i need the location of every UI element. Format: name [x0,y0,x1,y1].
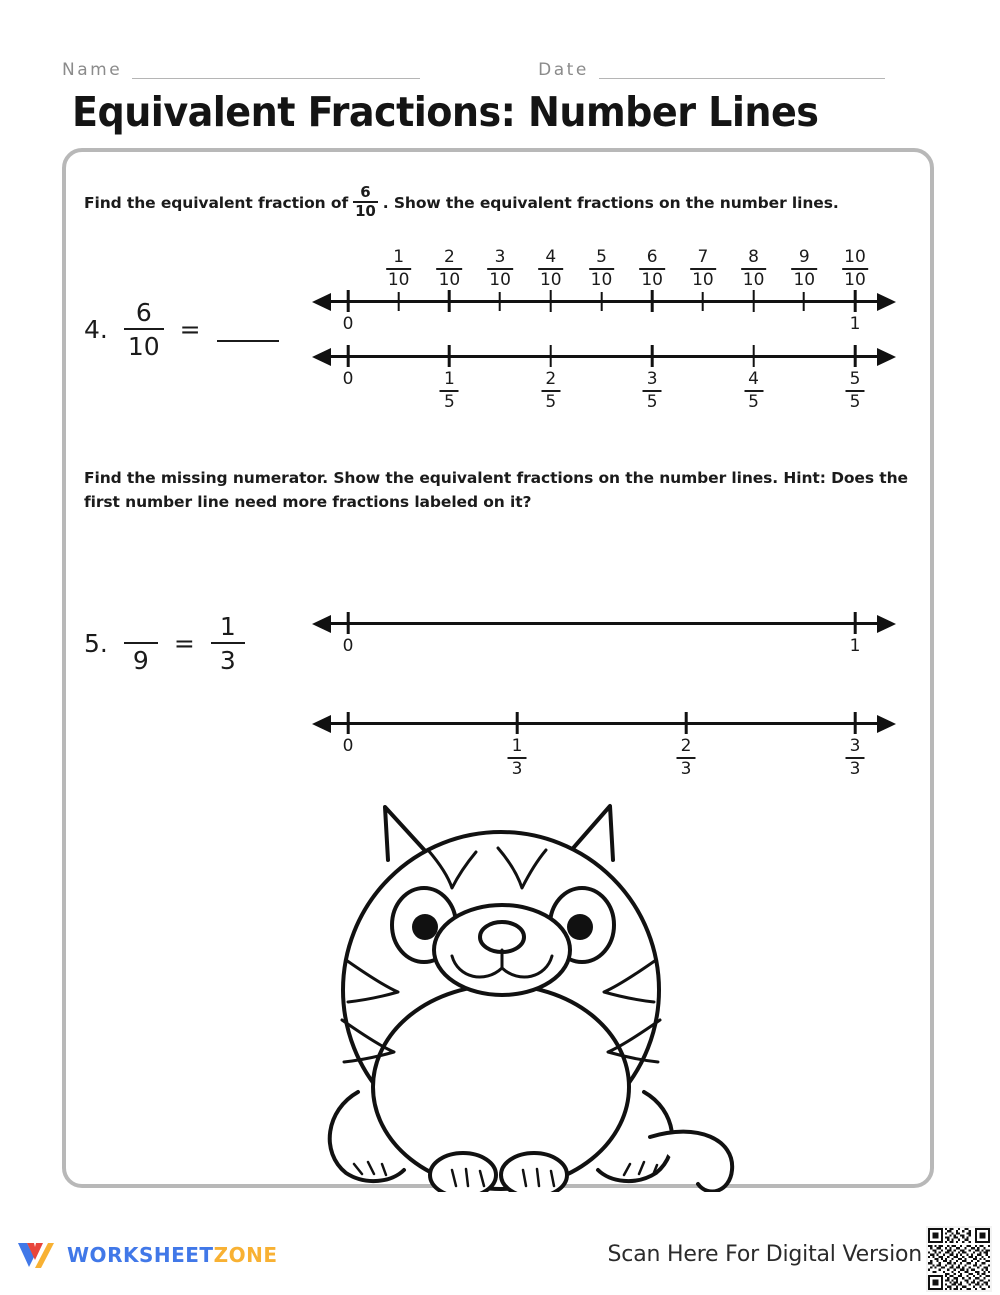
axis-line [330,622,878,625]
arrow-right-icon [877,715,896,733]
date-input-line[interactable] [599,77,885,79]
problem-5-answer-numerator: 1 [219,612,236,641]
denominator: 10 [641,270,664,290]
cat-illustration [280,792,760,1192]
tick-mark [549,345,552,367]
tick-label-above [690,249,716,289]
tick-fraction [538,249,564,289]
tick-label-above [842,249,868,289]
tick-label-above [791,249,817,289]
worksheet-zone-logo[interactable] [14,1238,277,1272]
numerator: 1 [393,247,405,268]
axis-line [330,722,878,725]
tick-label-above [589,249,615,289]
problem-5-fraction[interactable] [124,614,158,676]
tick-mark [347,290,350,312]
date-group [538,62,885,82]
numerator: 10 [844,247,866,268]
cat-icon [280,792,760,1192]
tick-mark [651,345,654,367]
arrow-right-icon [877,293,896,311]
tick-fraction [741,249,767,289]
instruction-1-numerator: 6 [360,183,371,201]
tick-fraction [791,249,817,289]
numerator: 5 [596,247,607,268]
tick-mark [549,290,552,312]
tick-label-below: 0 [342,736,354,756]
logo-mark-icon [14,1238,58,1272]
qr-code-icon [928,1228,990,1290]
problem-4-fraction [124,298,164,362]
tick-label-above [386,249,412,289]
tick-mark [685,712,688,734]
axis-line [330,355,878,358]
problem-5-number: 5. [84,629,108,659]
tick-label-below [541,371,560,411]
tick-fraction [690,249,716,289]
problem-5-equals: = [173,629,195,659]
tick-label-below [677,738,696,778]
numerator: 2 [443,247,455,268]
tick-fraction [487,249,513,289]
tick-label-above [538,249,564,289]
tick-label-below [846,371,865,411]
tick-label-below: 1 [849,314,861,334]
instruction-1-fraction [353,185,378,219]
tick-mark [702,292,704,311]
tick-mark [854,345,857,367]
page-footer [0,1232,1000,1294]
problem-4-numerator: 6 [135,298,152,327]
denominator: 5 [443,391,455,412]
tick-label-below: 0 [342,369,354,389]
denominator: 5 [646,391,658,412]
tick-mark [448,290,451,312]
tick-label-above [437,249,463,289]
tick-mark [854,712,857,734]
tick-label-below [744,371,763,411]
problem-5-answer-fraction [211,612,245,676]
tick-mark [397,292,399,311]
tick-fraction [508,738,527,778]
denominator: 10 [387,270,410,290]
denominator: 3 [680,758,692,779]
tick-fraction [643,371,662,411]
name-date-row [62,52,942,82]
tick-fraction [846,371,865,411]
numerator: 1 [511,736,523,756]
tick-fraction [386,249,412,289]
denominator: 10 [489,270,511,290]
tick-mark [347,712,350,734]
axis [312,247,896,334]
tick-fraction [437,249,463,289]
problem-4 [84,298,279,362]
arrow-left-icon [312,293,331,311]
tick-label-above [639,249,665,289]
denominator: 3 [511,758,523,779]
axis [312,622,896,656]
page-title: Equivalent Fractions: Number Lines [72,88,819,136]
numerator: 9 [798,247,810,268]
logo-text [67,1243,277,1267]
tick-label-below [643,371,662,411]
tick-mark [448,345,451,367]
tick-fraction [744,371,763,411]
tick-mark [803,292,805,311]
numerator: 3 [646,369,658,389]
tick-fraction [846,738,865,778]
denominator: 5 [545,391,557,412]
tick-label-above [487,249,513,289]
tick-mark [600,292,602,311]
tick-mark [499,292,501,311]
problem-5-denominator: 9 [132,646,149,676]
tick-label-below [508,738,527,778]
tick-fraction [541,371,560,411]
denominator: 5 [849,391,861,412]
instruction-1 [84,183,914,220]
tick-label-below: 1 [849,636,861,656]
date-label: Date [538,60,589,80]
arrow-left-icon [312,348,331,366]
problem-5-numerator-blank[interactable] [126,614,156,642]
numerator: 4 [748,369,759,389]
problem-4-denominator: 10 [127,332,160,362]
tick-label-above [741,249,767,289]
denominator: 10 [590,270,613,290]
tick-fraction [589,249,615,289]
tick-label-below: 0 [342,636,354,656]
numerator: 6 [646,247,658,268]
number-line-thirds[interactable] [312,722,896,779]
tick-mark [516,712,519,734]
instruction-1-after: . Show the equivalent fractions on the number lines. [382,193,839,212]
tick-fraction [639,249,665,289]
tick-label-below: 0 [342,314,354,334]
denominator: 10 [793,270,816,290]
tick-fraction [440,371,459,411]
name-label: Name [62,60,123,80]
numerator: 2 [545,369,557,389]
denominator: 10 [844,270,866,290]
problem-4-equals: = [179,315,201,345]
arrow-left-icon [312,615,331,633]
tick-label-below [440,371,459,411]
tick-mark [651,290,654,312]
tick-mark [854,612,857,634]
problem-4-answer-blank[interactable] [217,318,279,342]
qr-code[interactable] [926,1226,992,1292]
denominator: 10 [539,270,562,290]
tick-mark [347,612,350,634]
numerator: 4 [545,247,557,268]
tick-label-below [846,738,865,778]
tick-fraction [677,738,696,778]
problem-5 [84,612,245,676]
instruction-1-denominator: 10 [355,201,376,220]
logo-text-secondary: ZONE [213,1243,278,1267]
tick-fraction [842,249,868,289]
tick-mark [752,290,755,312]
number-line-tenths[interactable] [312,247,896,334]
problem-5-answer-denominator: 3 [219,646,236,676]
tick-mark [347,345,350,367]
tick-mark [752,345,755,367]
problem-4-number: 4. [84,315,108,345]
arrow-right-icon [877,615,896,633]
denominator: 10 [692,270,714,290]
arrow-right-icon [877,348,896,366]
numerator: 5 [849,369,861,389]
denominator: 10 [742,270,765,290]
number-line-blank-unit[interactable] [312,622,896,656]
numerator: 3 [849,736,861,756]
instruction-2: Find the missing numerator. Show the equivalent fractions on the number lines. Hint: Does the first number line need more fractions labeled on it? [84,469,908,512]
number-line-fifths[interactable] [312,355,896,412]
name-input-line[interactable] [132,77,420,79]
numerator: 1 [443,369,455,389]
numerator: 7 [697,247,709,268]
numerator: 2 [680,736,692,756]
arrow-left-icon [312,715,331,733]
axis [312,722,896,779]
scan-instruction-text: Scan Here For Digital Version [607,1242,922,1267]
tick-mark [854,290,857,312]
numerator: 8 [748,247,760,268]
axis [312,355,896,412]
numerator: 3 [494,247,506,268]
instruction-1-before: Find the equivalent fraction of [84,193,349,212]
denominator: 10 [438,270,461,290]
logo-text-primary: WORKSHEET [67,1243,214,1267]
denominator: 5 [748,391,759,412]
axis-line [330,300,878,303]
denominator: 3 [849,758,861,779]
